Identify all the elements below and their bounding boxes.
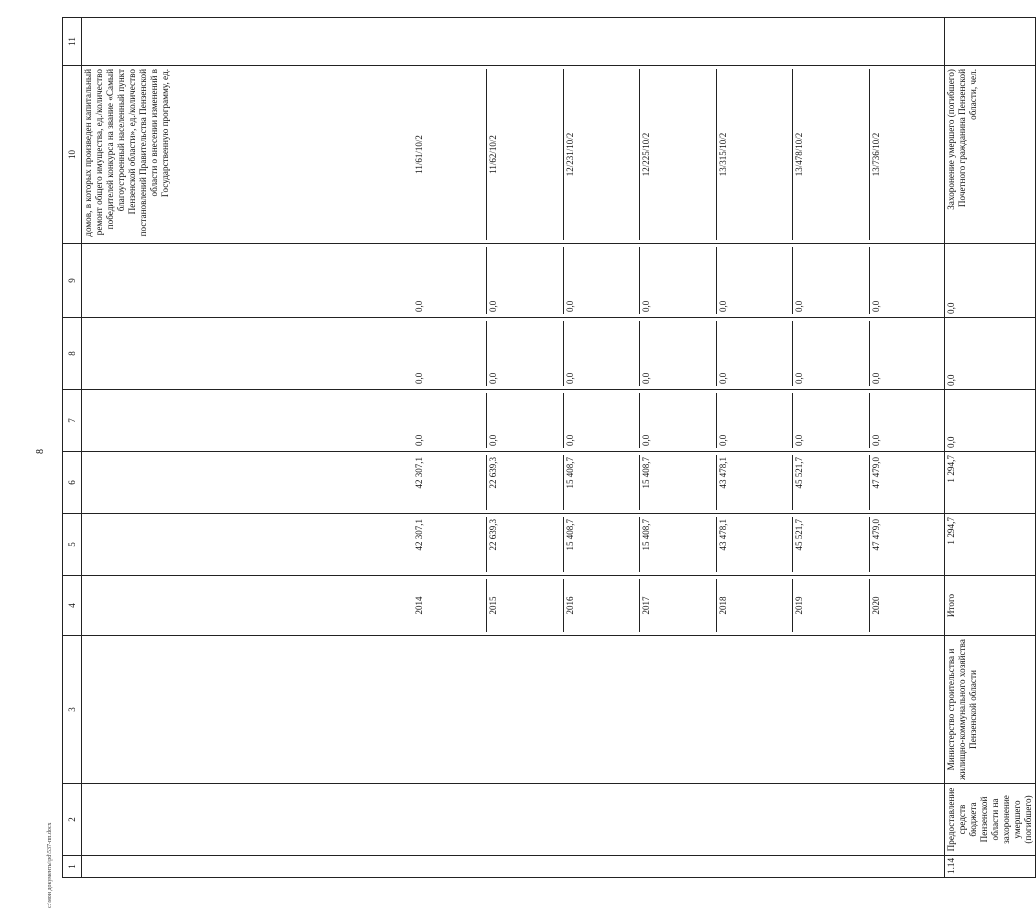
row-number: 1.14	[945, 856, 1036, 878]
year-cell: 2020	[870, 596, 881, 615]
file-path-footer: с:\мои документы\pd\537-пп.docx	[47, 822, 53, 908]
value-cell: 0,0	[487, 393, 563, 448]
cont-v9	[413, 247, 943, 314]
indicator-total: Захоронение умершего (погибшего) Почетного гражданина Пензенской области, чел.	[945, 66, 1036, 244]
value-cell: 15 408,7	[640, 517, 716, 572]
header-col-10: 10	[63, 66, 82, 244]
header-col-9: 9	[63, 244, 82, 318]
year-cell: 2014	[413, 579, 487, 632]
year-cell: 2017	[640, 579, 716, 632]
value-cell: 0,0	[793, 393, 869, 448]
value-cell: 42 307,1	[413, 455, 487, 510]
row-1-14	[945, 18, 1036, 878]
year-cell: 2018	[716, 579, 792, 632]
value-cell: 0,0	[563, 247, 639, 314]
header-col-3: 3	[63, 636, 82, 784]
value-cell: 47 479,0	[870, 519, 881, 551]
value-cell: 43 478,1	[716, 517, 792, 572]
value-cell: 0,0	[793, 247, 869, 314]
page-number: 8	[35, 449, 46, 454]
year-cell: 2016	[563, 579, 639, 632]
value-cell: 0,0	[640, 247, 716, 314]
value-total-6: 1 294,7	[945, 452, 1036, 514]
measure-name: Предоставление средств бюджета Пензенской области на захоронение умершего (погибшего)	[945, 784, 1036, 856]
cont-col-2	[82, 784, 945, 856]
value-cell: 15 408,7	[563, 455, 639, 510]
cont-col-4	[82, 576, 945, 636]
year-cell: 2019	[793, 579, 869, 632]
value-total-7: 0,0	[945, 390, 1036, 452]
year-total: Итого	[945, 576, 1036, 636]
cont-col-7	[82, 390, 945, 452]
cont-col-1	[82, 856, 945, 878]
value-cell: 0,0	[716, 393, 792, 448]
indicator-value: 11/62/10/2	[487, 69, 563, 240]
value-cell: 0,0	[870, 372, 881, 384]
header-col-4: 4	[63, 576, 82, 636]
indicator-value: 12/225/10/2	[640, 69, 716, 240]
value-cell: 45 521,7	[793, 517, 869, 572]
program-table	[62, 17, 1036, 878]
value-cell: 0,0	[870, 300, 881, 312]
cont-col-10	[82, 66, 945, 244]
indicator-value: 11/61/10/2	[413, 69, 487, 240]
value-cell: 42 307,1	[413, 517, 487, 572]
value-cell: 22 639,3	[487, 455, 563, 510]
col-11-empty	[945, 18, 1036, 66]
header-row	[63, 18, 82, 878]
value-cell: 0,0	[487, 321, 563, 386]
header-col-5: 5	[63, 514, 82, 576]
cont-v7	[413, 393, 943, 448]
value-total-9: 0,0	[945, 244, 1036, 318]
indicator-value: 13/478/10/2	[793, 69, 869, 240]
rotated-table-container	[62, 18, 1033, 878]
cont-years	[413, 579, 943, 632]
table-wrapper	[62, 18, 1033, 878]
value-cell: 47 479,0	[870, 457, 881, 489]
header-col-2: 2	[63, 784, 82, 856]
cont-col-11	[82, 18, 945, 66]
cont-v8	[413, 321, 943, 386]
value-cell: 0,0	[870, 434, 881, 446]
continued-row	[82, 18, 945, 878]
value-cell: 0,0	[563, 393, 639, 448]
value-cell: 15 408,7	[640, 455, 716, 510]
value-cell: 0,0	[413, 321, 487, 386]
value-cell: 45 521,7	[793, 455, 869, 510]
value-cell: 0,0	[716, 321, 792, 386]
cont-col-5	[82, 514, 945, 576]
executor-name: Министерство строительства и жилищно-коммунального хозяйства Пензенской области	[945, 636, 1036, 784]
cont-v6	[413, 455, 943, 510]
value-cell: 0,0	[487, 247, 563, 314]
indicator-value: 13/315/10/2	[716, 69, 792, 240]
value-cell: 22 639,3	[487, 517, 563, 572]
value-cell: 0,0	[413, 247, 487, 314]
value-cell: 0,0	[716, 247, 792, 314]
value-cell: 15 408,7	[563, 517, 639, 572]
header-col-8: 8	[63, 318, 82, 390]
value-cell: 0,0	[640, 321, 716, 386]
cont-col-8	[82, 318, 945, 390]
value-cell: 0,0	[640, 393, 716, 448]
value-cell: 0,0	[793, 321, 869, 386]
value-cell: 43 478,1	[716, 455, 792, 510]
value-total-8: 0,0	[945, 318, 1036, 390]
header-col-6: 6	[63, 452, 82, 514]
value-cell: 0,0	[413, 393, 487, 448]
cont-col-9	[82, 244, 945, 318]
header-col-1: 1	[63, 856, 82, 878]
indicator-value: 13/736/10/2	[870, 132, 881, 177]
cont-col-3	[82, 636, 945, 784]
year-cell: 2015	[487, 579, 563, 632]
indicator-text: домов, в которых произведен капитальный ремонт общего имущества, ед./количество победителей конкурса на звание «Самый благоустроенный населенный пункт Пензенской области», ед./количество постановлений Правительства Пензенской области о внесении изменений в Государственную программу, ед.	[83, 69, 170, 237]
cont-v5	[413, 517, 943, 572]
cont-v10	[413, 69, 943, 240]
header-col-7: 7	[63, 390, 82, 452]
value-cell: 0,0	[563, 321, 639, 386]
value-total-5: 1 294,7	[945, 514, 1036, 576]
header-col-11: 11	[63, 18, 82, 66]
cont-col-6	[82, 452, 945, 514]
indicator-value: 12/231/10/2	[563, 69, 639, 240]
